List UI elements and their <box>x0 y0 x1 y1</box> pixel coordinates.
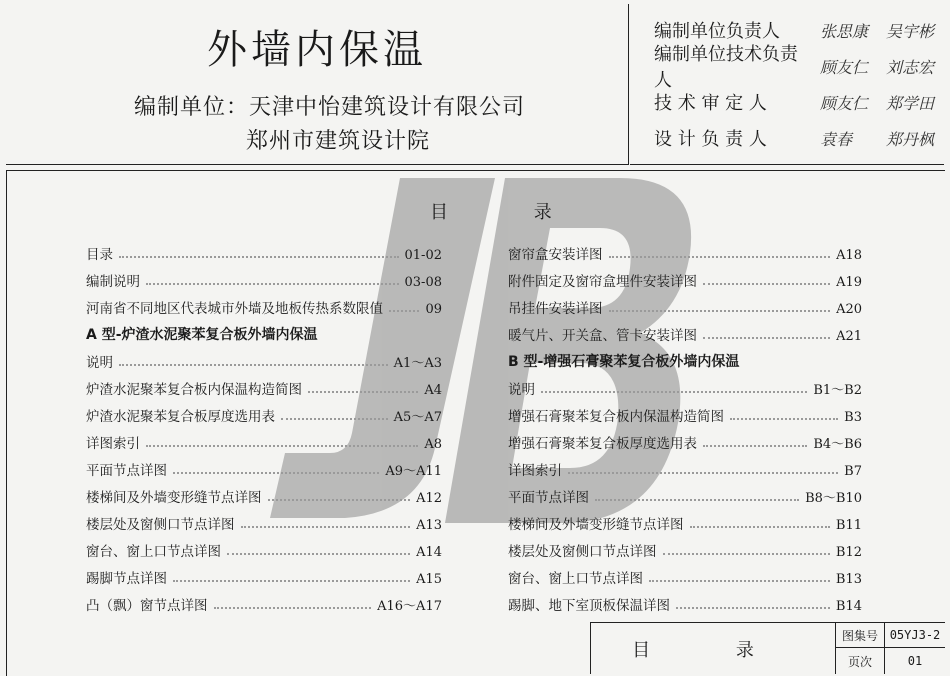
toc-entry[interactable] <box>508 506 862 533</box>
signature: 郑学田 <box>886 93 935 113</box>
toc-entry-page: B4～B6 <box>813 437 862 452</box>
toc-entry[interactable] <box>508 263 862 290</box>
dot-leader <box>703 336 830 339</box>
toc-entry[interactable] <box>86 560 442 587</box>
toc-entry[interactable] <box>508 317 862 344</box>
toc-entry-label: 窗帘盒安装详图 <box>508 247 603 263</box>
toc-entry-label: 楼梯间及外墙变形缝节点详图 <box>508 517 684 533</box>
signature-role: 编制单位负责人 <box>654 21 780 42</box>
org-line-2: 郑州市建筑设计院 <box>246 129 431 154</box>
dot-leader <box>541 390 807 393</box>
toc-entry-label: 详图索引 <box>508 463 562 479</box>
toc-entry-label: 凸（飘）窗节点详图 <box>86 598 208 614</box>
toc-entry-page: B8～B10 <box>805 491 862 506</box>
footer-title: 目 录 <box>591 623 836 674</box>
signature-block <box>630 4 944 165</box>
toc-entry[interactable] <box>508 452 862 479</box>
atlas-number-value: 05YJ3-2 <box>885 623 945 648</box>
dot-leader <box>389 309 419 312</box>
toc-entry-label: 增强石膏聚苯复合板内保温构造简图 <box>508 409 724 425</box>
dot-leader <box>568 471 838 474</box>
toc-entry-page: A13 <box>416 518 442 533</box>
toc-section-heading: A 型-炉渣水泥聚苯复合板外墙内保温 <box>86 327 318 343</box>
toc-entry-page: B14 <box>835 599 862 614</box>
dot-leader <box>146 444 418 447</box>
toc-entry-label: 踢脚节点详图 <box>86 571 167 587</box>
toc-entry-page: A14 <box>416 545 442 560</box>
signature-row <box>654 88 946 116</box>
signature-role: 设 计 负 责 人 <box>654 129 767 150</box>
toc-entry-label: 炉渣水泥聚苯复合板厚度选用表 <box>86 409 275 425</box>
toc-entry-page: B13 <box>835 572 862 587</box>
toc-entry[interactable] <box>508 425 862 452</box>
toc-entry[interactable] <box>86 371 442 398</box>
dot-leader <box>227 552 410 555</box>
dot-leader <box>730 417 838 420</box>
signature: 顾友仁 <box>820 93 869 113</box>
toc-entry[interactable] <box>86 506 442 533</box>
dot-leader <box>268 498 411 501</box>
toc-entry-label: 增强石膏聚苯复合板厚度选用表 <box>508 436 697 452</box>
toc-entry-label: 楼层处及窗侧口节点详图 <box>508 544 657 560</box>
atlas-number-label: 图集号 <box>836 623 885 648</box>
toc-entry-page: A16～A17 <box>377 599 442 614</box>
toc-entry-label: 踢脚、地下室顶板保温详图 <box>508 598 670 614</box>
toc-entry-page: 09 <box>425 302 442 317</box>
toc-entry-label: 目录 <box>86 247 113 263</box>
toc-section-heading: B 型-增强石膏聚苯复合板外墙内保温 <box>508 354 740 370</box>
toc-entry-page: A9～A11 <box>385 464 442 479</box>
toc-entry[interactable] <box>508 371 862 398</box>
toc-left-column <box>86 236 442 614</box>
dot-leader <box>119 255 399 258</box>
dot-leader <box>609 255 831 258</box>
signature: 顾友仁 <box>820 57 869 77</box>
toc-right-column <box>508 236 862 614</box>
toc-entry-label: 暖气片、开关盒、管卡安装详图 <box>508 328 697 344</box>
toc-entry[interactable] <box>86 398 442 425</box>
dot-leader <box>690 525 830 528</box>
toc-entry-page: A21 <box>836 329 862 344</box>
page-number-value: 01 <box>907 654 923 668</box>
toc-entry[interactable] <box>86 236 442 263</box>
toc-entry-label: 详图索引 <box>86 436 140 452</box>
toc-entry[interactable] <box>508 290 862 317</box>
toc-entry-page: B1～B2 <box>813 383 862 398</box>
title-block <box>6 4 629 165</box>
signature: 张思康 <box>820 21 869 41</box>
toc-entry-page: A12 <box>416 491 442 506</box>
toc-entry-label: 平面节点详图 <box>86 463 167 479</box>
toc-entry-page: B11 <box>835 518 862 533</box>
signature: 郑丹枫 <box>886 129 935 149</box>
toc-entry[interactable] <box>86 425 442 452</box>
toc-entry-label: 说明 <box>86 355 113 371</box>
toc-entry-label: 楼梯间及外墙变形缝节点详图 <box>86 490 262 506</box>
toc-entry-label: 炉渣水泥聚苯复合板内保温构造简图 <box>86 382 302 398</box>
dot-leader <box>308 390 418 393</box>
toc-entry-page: A1～A3 <box>393 356 442 371</box>
toc-entry[interactable] <box>508 398 862 425</box>
toc-heading: 目 录 <box>430 202 592 223</box>
toc-entry-label: 窗台、窗上口节点详图 <box>508 571 643 587</box>
dot-leader <box>649 579 830 582</box>
toc-entry[interactable] <box>508 236 862 263</box>
page-number-label: 页次 <box>836 648 885 674</box>
dot-leader <box>241 525 411 528</box>
toc-entry-label: 平面节点详图 <box>508 490 589 506</box>
signature: 吴宇彬 <box>886 21 935 41</box>
toc-entry[interactable] <box>86 263 442 290</box>
dot-leader <box>119 363 388 366</box>
toc-entry-page: A18 <box>836 248 862 263</box>
dot-leader <box>703 444 807 447</box>
toc-entry-label: 编制说明 <box>86 274 140 290</box>
toc-entry-label: 说明 <box>508 382 535 398</box>
dot-leader <box>703 282 830 285</box>
toc-entry-page: 03-08 <box>404 275 442 290</box>
dot-leader <box>676 606 830 609</box>
toc-entry-page: A8 <box>424 437 442 452</box>
footer-title-block <box>590 622 945 674</box>
toc-entry[interactable] <box>86 290 442 317</box>
dot-leader <box>173 579 410 582</box>
toc-entry[interactable] <box>86 479 442 506</box>
toc-entry-page: A4 <box>424 383 442 398</box>
signature-row <box>654 124 946 152</box>
toc-entry[interactable] <box>508 533 862 560</box>
signature: 刘志宏 <box>886 57 935 77</box>
toc-entry[interactable] <box>86 452 442 479</box>
toc-entry-page: A15 <box>416 572 442 587</box>
toc-entry-label: 附件固定及窗帘盒埋件安装详图 <box>508 274 697 290</box>
toc-entry[interactable] <box>86 344 442 371</box>
toc-entry[interactable] <box>86 533 442 560</box>
toc-entry[interactable] <box>508 479 862 506</box>
dot-leader <box>146 282 399 285</box>
toc-entry-page: A20 <box>836 302 862 317</box>
dot-leader <box>609 309 831 312</box>
toc-entry-page: 01-02 <box>404 248 442 263</box>
toc-entry[interactable] <box>508 587 862 614</box>
dot-leader <box>173 471 379 474</box>
toc-entry-page: B7 <box>844 464 862 479</box>
signature: 袁春 <box>820 129 853 149</box>
toc-entry-page: A19 <box>836 275 862 290</box>
toc-entry[interactable] <box>508 560 862 587</box>
toc-entry-label: 楼层处及窗侧口节点详图 <box>86 517 235 533</box>
org-line-1: 编制单位：天津中怡建筑设计有限公司 <box>134 95 526 120</box>
page-title: 外墙内保温 <box>207 27 427 73</box>
dot-leader <box>281 417 388 420</box>
dot-leader <box>214 606 372 609</box>
toc-entry-page: B12 <box>835 545 862 560</box>
signature-row <box>654 44 946 91</box>
toc-entry-page: B3 <box>844 410 862 425</box>
dot-leader <box>595 498 799 501</box>
toc-entry-label: 窗台、窗上口节点详图 <box>86 544 221 560</box>
signature-role: 编制单位技术负责人 <box>654 44 798 91</box>
toc-entry-label: 吊挂件安装详图 <box>508 301 603 317</box>
dot-leader <box>663 552 830 555</box>
toc-entry-label: 河南省不同地区代表城市外墙及地板传热系数限值 <box>86 301 383 317</box>
toc-entry[interactable] <box>86 587 442 614</box>
signature-role: 技 术 审 定 人 <box>654 93 767 114</box>
toc-entry-page: A5～A7 <box>393 410 442 425</box>
